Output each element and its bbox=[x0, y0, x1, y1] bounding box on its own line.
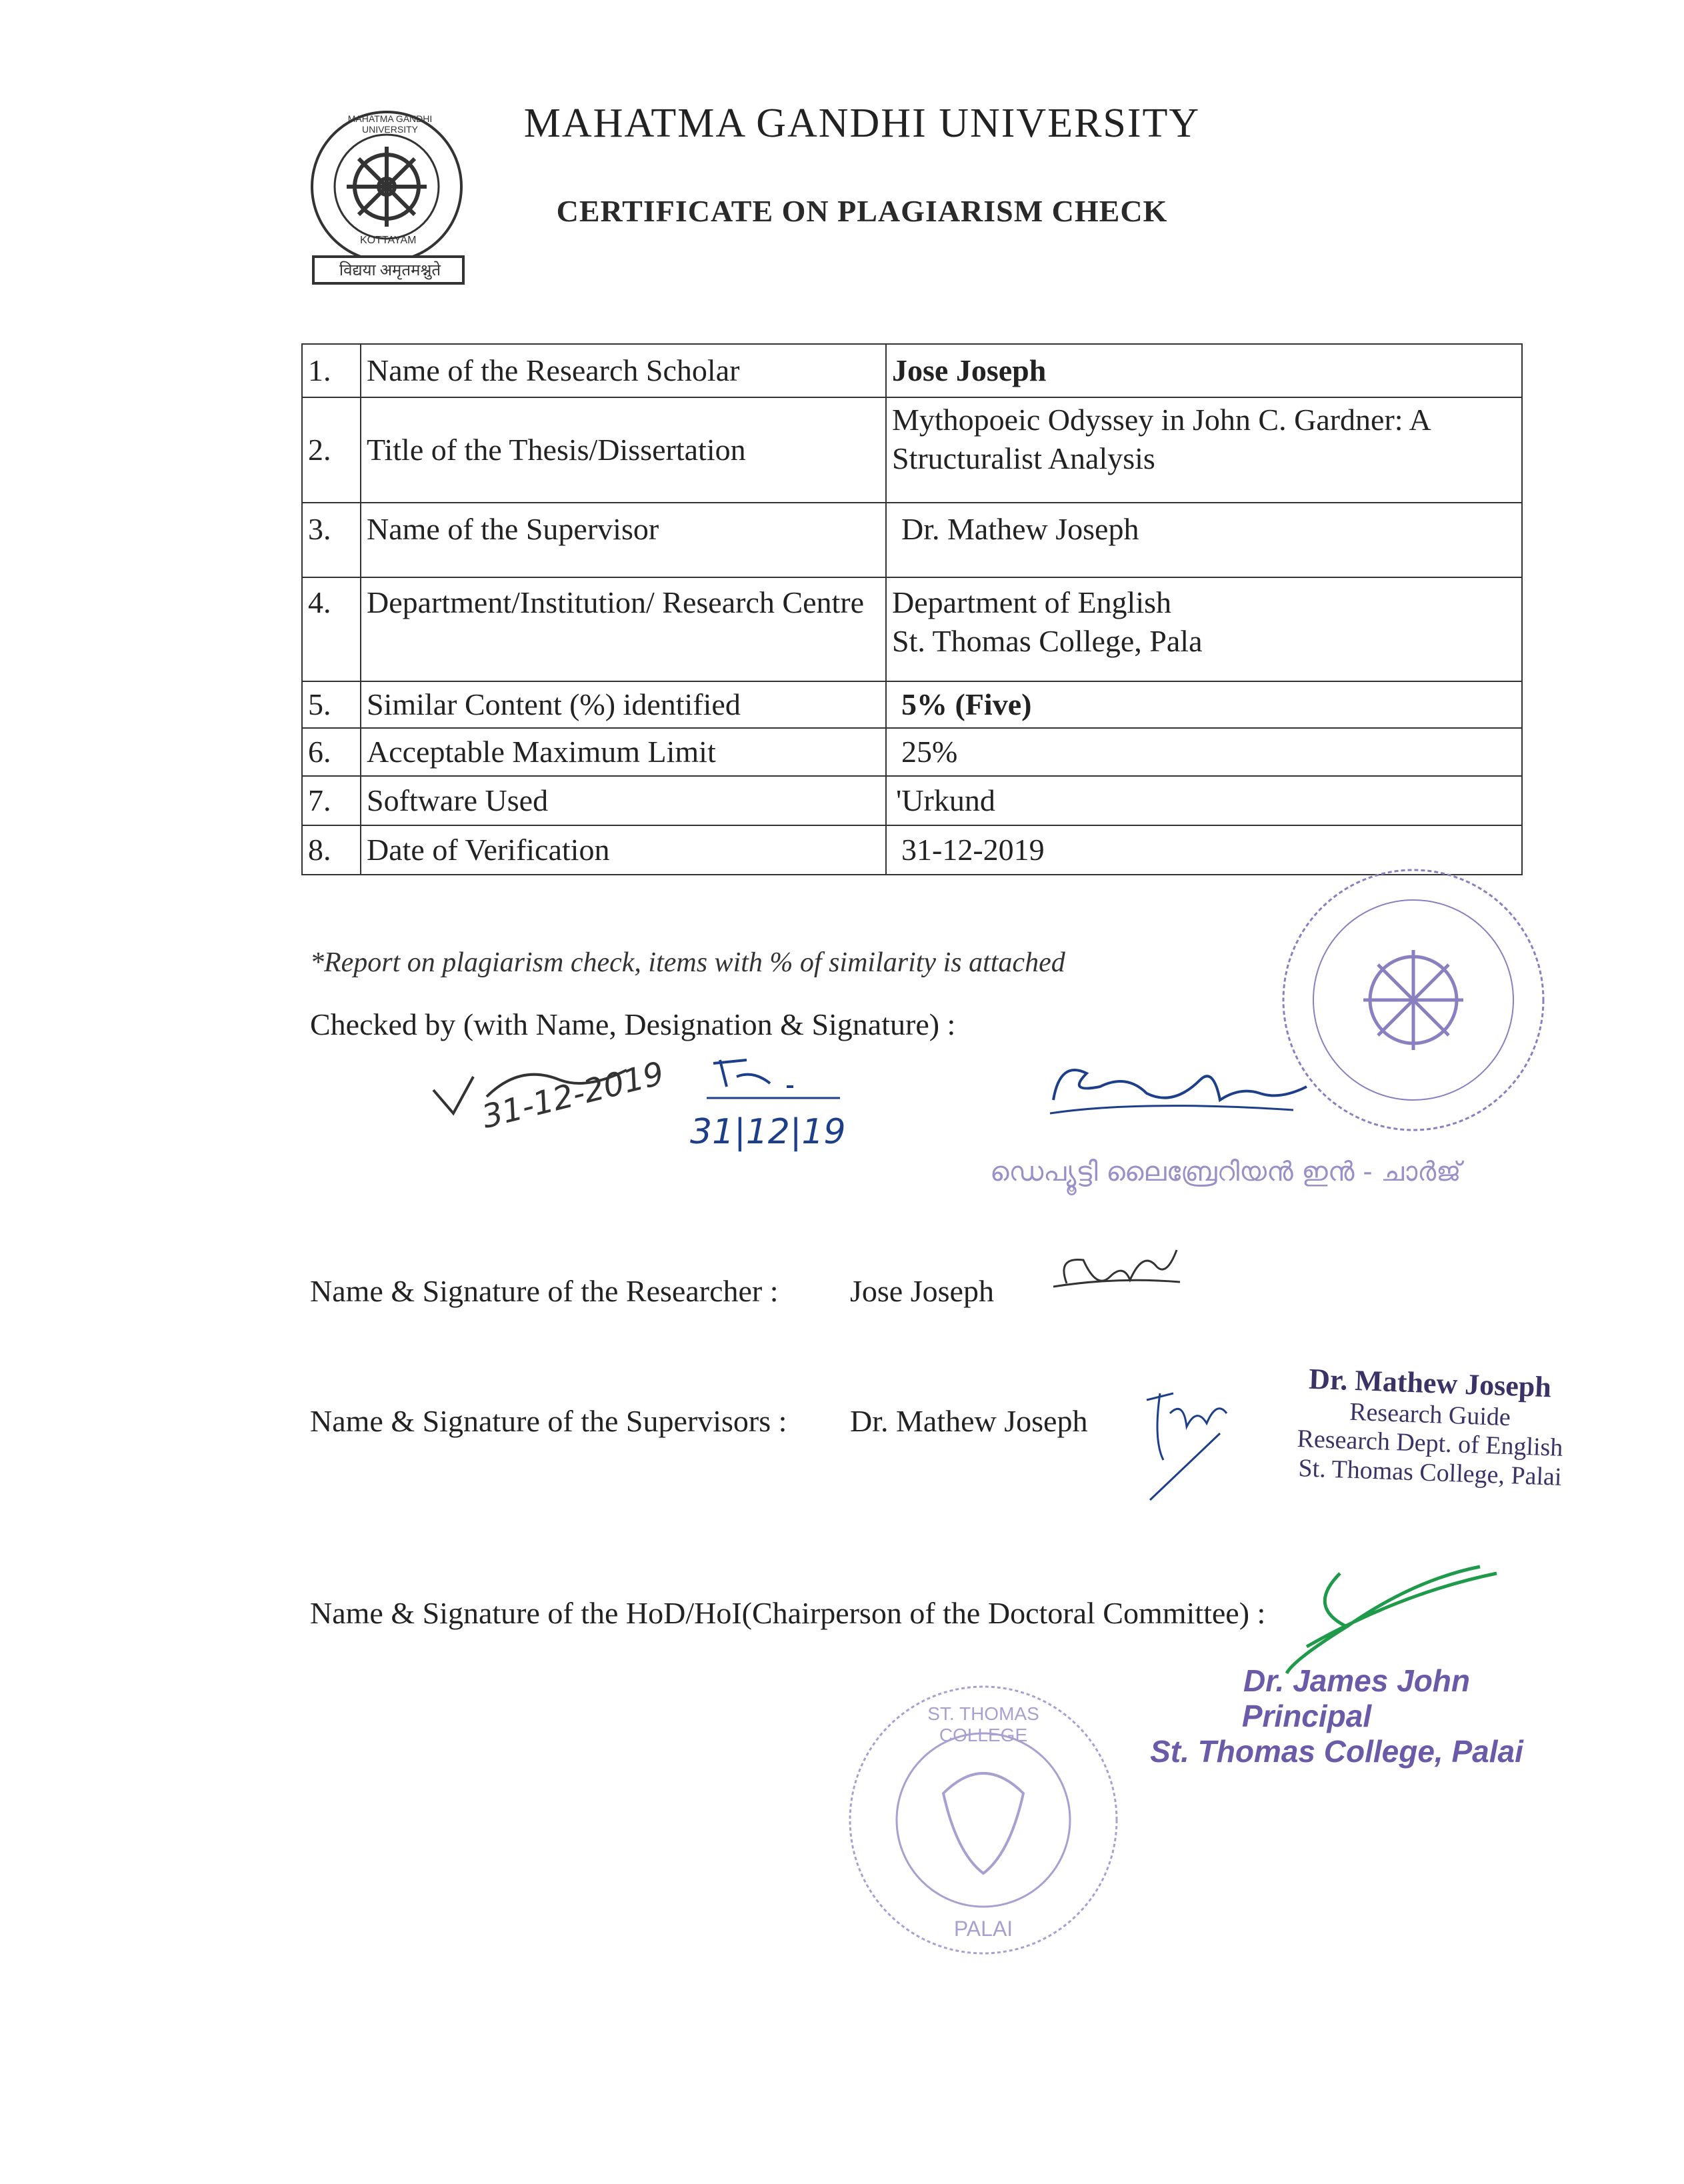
row-label: Name of the Research Scholar bbox=[361, 344, 886, 397]
university-title: MAHATMA GANDHI UNIVERSITY bbox=[523, 101, 1201, 146]
row-number: 1. bbox=[302, 344, 361, 397]
report-note: *Report on plagiarism check, items with % of similarity is attached bbox=[310, 947, 1065, 978]
institution-line: St. Thomas College, Pala bbox=[892, 623, 1203, 658]
college-seal-top: ST. THOMAS COLLEGE bbox=[927, 1703, 1039, 1745]
row-number: 3. bbox=[302, 503, 361, 577]
department-line: Department of English bbox=[892, 585, 1172, 619]
signature-librarian bbox=[1040, 1047, 1320, 1133]
principal-stamp-college: St. Thomas College, Palai bbox=[1150, 1733, 1523, 1769]
thesis-title-value: Mythopoeic Odyssey in John C. Gardner: A Structuralist Analysis bbox=[886, 397, 1522, 503]
department-value bbox=[886, 577, 1522, 681]
table-row bbox=[302, 728, 1522, 776]
row-number: 6. bbox=[302, 728, 361, 776]
verification-date-value: 31-12-2019 bbox=[886, 825, 1522, 875]
row-label: Similar Content (%) identified bbox=[361, 681, 886, 728]
row-number: 7. bbox=[302, 776, 361, 825]
similarity-value: 5% (Five) bbox=[886, 681, 1522, 728]
supervisor-label: Name & Signature of the Supervisors : bbox=[310, 1404, 787, 1438]
supervisor-stamp bbox=[1270, 1362, 1590, 1491]
supervisor-stamp-dept: Research Dept. of English bbox=[1296, 1425, 1564, 1463]
plagiarism-info-table bbox=[301, 343, 1523, 875]
principal-stamp-name: Dr. James John bbox=[1243, 1663, 1471, 1698]
table-row bbox=[302, 681, 1522, 728]
row-number: 5. bbox=[302, 681, 361, 728]
row-label: Name of the Supervisor bbox=[361, 503, 886, 577]
supervisor-stamp-college: St. Thomas College, Palai bbox=[1297, 1454, 1563, 1491]
signature-checker-2 bbox=[707, 1050, 853, 1103]
row-label: Department/Institution/ Research Centre bbox=[361, 577, 886, 681]
table-row bbox=[302, 344, 1522, 397]
row-label: Acceptable Maximum Limit bbox=[361, 728, 886, 776]
college-seal-bottom: PALAI bbox=[953, 1917, 1013, 1941]
handwritten-date-2: 31|12|19 bbox=[690, 1112, 846, 1152]
hod-label: Name & Signature of the HoD/HoI(Chairperson of the Doctoral Committee) : bbox=[310, 1596, 1266, 1630]
table-row bbox=[302, 397, 1522, 503]
max-limit-value: 25% bbox=[886, 728, 1522, 776]
software-value: 'Urkund bbox=[886, 776, 1522, 825]
table-row bbox=[302, 776, 1522, 825]
row-label: Software Used bbox=[361, 776, 886, 825]
principal-stamp-role: Principal bbox=[1241, 1698, 1372, 1733]
table-row bbox=[302, 577, 1522, 681]
signature-supervisor bbox=[1133, 1360, 1240, 1507]
certificate-title: CERTIFICATE ON PLAGIARISM CHECK bbox=[556, 194, 1168, 228]
row-label: Title of the Thesis/Dissertation bbox=[361, 397, 886, 503]
row-number: 4. bbox=[302, 577, 361, 681]
college-seal bbox=[843, 1680, 1123, 1960]
row-number: 8. bbox=[302, 825, 361, 875]
table-row bbox=[302, 503, 1522, 577]
supervisor-stamp-name: Dr. Mathew Joseph bbox=[1308, 1362, 1552, 1404]
signature-checker-1 bbox=[427, 1050, 647, 1130]
researcher-label: Name & Signature of the Researcher : bbox=[310, 1274, 779, 1308]
logo-ring-text: MAHATMA GANDHI UNIVERSITY bbox=[347, 113, 433, 135]
signature-researcher bbox=[1050, 1230, 1183, 1310]
handwritten-date-1: 31-12-2019 bbox=[478, 1055, 668, 1136]
scholar-name-value: Jose Joseph bbox=[886, 344, 1522, 397]
supervisor-value: Dr. Mathew Joseph bbox=[886, 503, 1522, 577]
researcher-name: Jose Joseph bbox=[850, 1274, 994, 1308]
row-number: 2. bbox=[302, 397, 361, 503]
principal-stamp bbox=[1127, 1663, 1547, 1769]
malayalam-stamp-text: ഡെപ്യൂട്ടി ലൈബ്രേറിയൻ ഇൻ - ചാർജ് bbox=[990, 1157, 1461, 1187]
checked-by-label: Checked by (with Name, Designation & Signature) : bbox=[310, 1007, 956, 1041]
supervisor-name: Dr. Mathew Joseph bbox=[850, 1404, 1088, 1438]
supervisor-stamp-role: Research Guide bbox=[1349, 1397, 1511, 1431]
logo-place: KOTTAYAM bbox=[360, 235, 417, 246]
row-label: Date of Verification bbox=[361, 825, 886, 875]
logo-motto: विद्यया अमृतमश्नुते bbox=[339, 262, 441, 279]
